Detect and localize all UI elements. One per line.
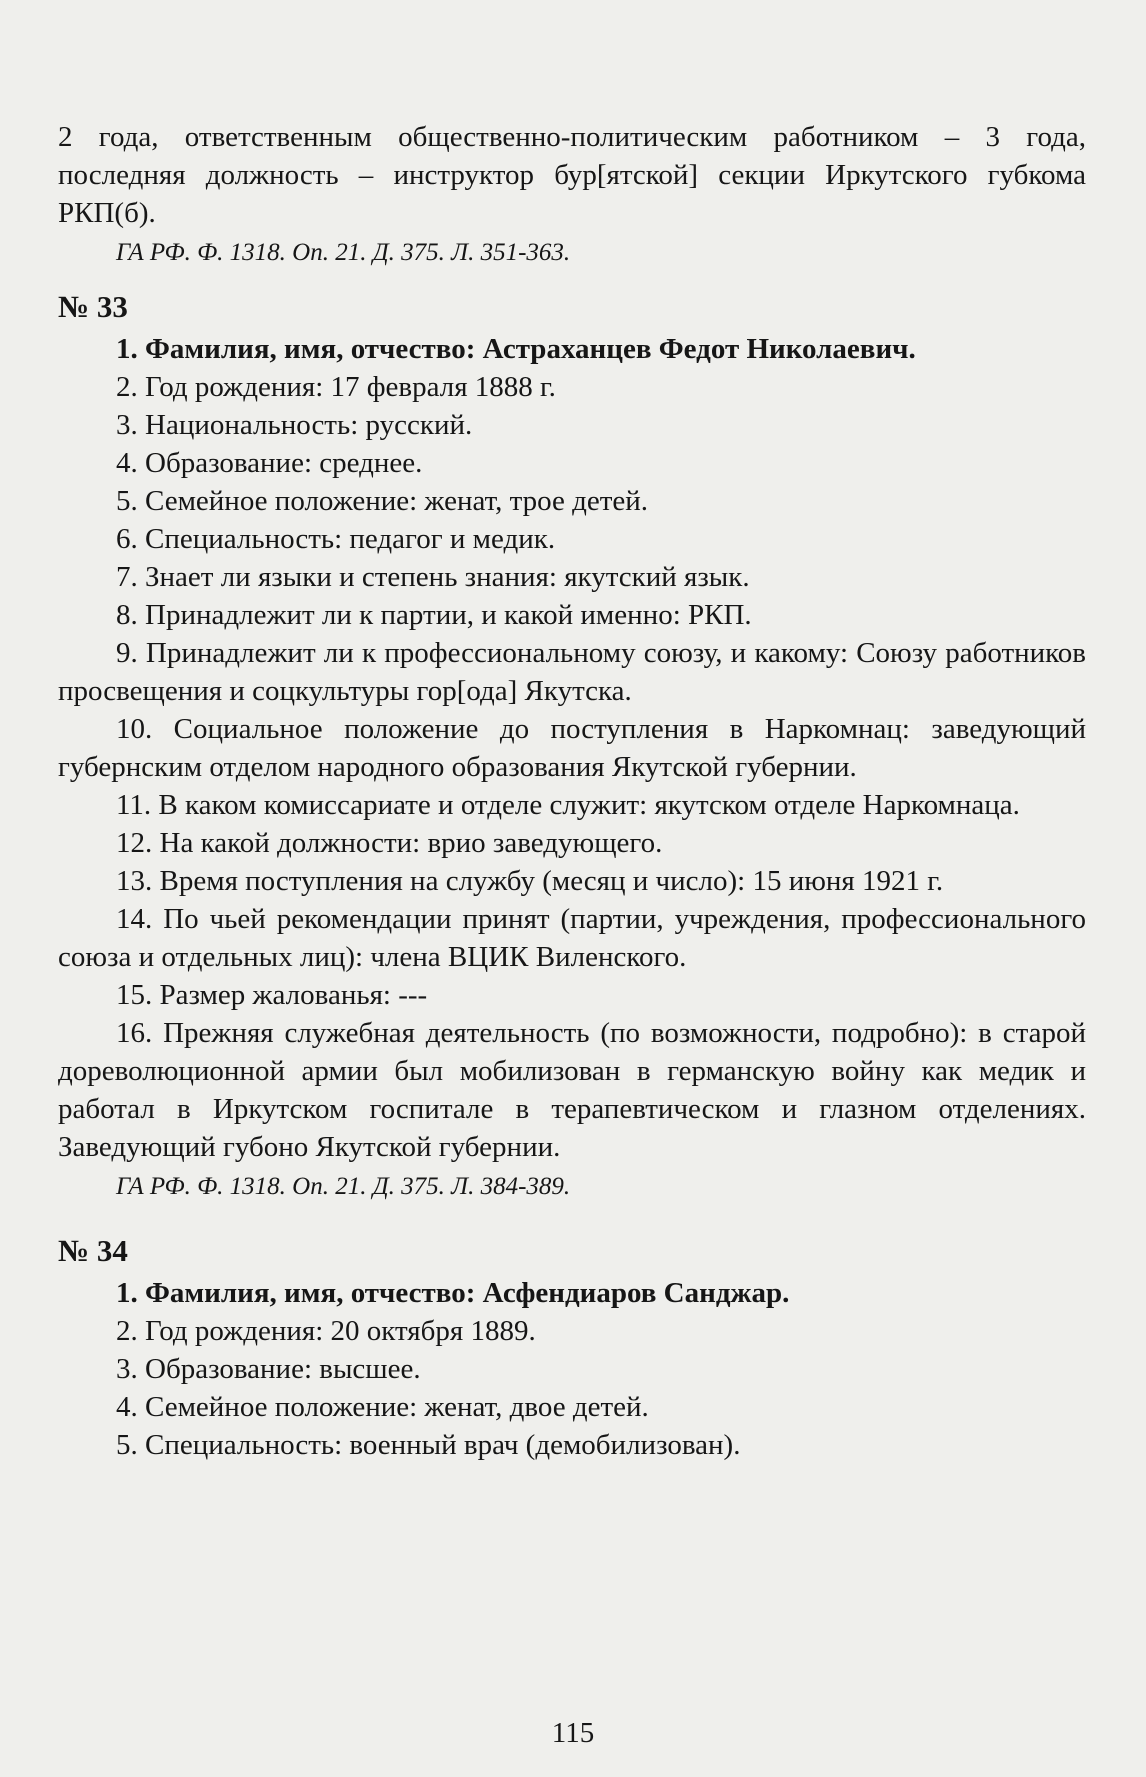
record-33-item-4: 4. Образование: среднее. — [116, 447, 423, 479]
record-33-item-16: 16. Прежняя служебная деятельность (по возможности, подробно): в старой дореволюционной армии был мобилизован в германскую войну как медик и работал в Иркутском госпитале в терапевтическом и глазном отделениях. Заведующий губоно Якутской губернии. — [58, 1017, 1086, 1163]
record-34-item-1: 1. Фамилия, имя, отчество: Асфендиаров Санджар. — [116, 1277, 790, 1309]
record-34-item-3: 3. Образование: высшее. — [116, 1353, 421, 1385]
record-33-heading: № 33 — [58, 289, 128, 324]
intro-source-citation: ГА РФ. Ф. 1318. Оп. 21. Д. 375. Л. 351-363. — [116, 239, 571, 266]
record-33-item-1: 1. Фамилия, имя, отчество: Астраханцев Федот Николаевич. — [116, 333, 916, 365]
record-33-item-6: 6. Специальность: педагог и медик. — [116, 523, 556, 555]
record-33-item-11: 11. В каком комиссариате и отделе служит: якутском отделе Наркомнаца. — [116, 789, 1020, 821]
record-34-item-5: 5. Специальность: военный врач (демобилизован). — [116, 1429, 741, 1461]
record-33-item-3: 3. Национальность: русский. — [116, 409, 473, 441]
page-text — [58, 118, 1086, 1464]
record-33-item-15: 15. Размер жалованья: --- — [116, 979, 428, 1011]
page-number: 115 — [551, 1717, 595, 1749]
record-33-item-10: 10. Социальное положение до поступления в Наркомнац: заведующий губернским отделом народного образования Якутской губернии. — [58, 713, 1086, 783]
record-34-item-4: 4. Семейное положение: женат, двое детей. — [116, 1391, 649, 1423]
record-33-item-5: 5. Семейное положение: женат, трое детей. — [116, 485, 649, 517]
record-34-item-2: 2. Год рождения: 20 октября 1889. — [116, 1315, 536, 1347]
intro-paragraph: 2 года, ответственным общественно-политическим работником – 3 года, последняя должность – инструктор бур[ятской] секции Иркутского губкома РКП(б). — [58, 121, 1086, 229]
record-33-source-citation: ГА РФ. Ф. 1318. Оп. 21. Д. 375. Л. 384-389. — [116, 1173, 571, 1200]
record-33-item-13: 13. Время поступления на службу (месяц и число): 15 июня 1921 г. — [116, 865, 944, 897]
record-33-item-8: 8. Принадлежит ли к партии, и какой именно: РКП. — [116, 599, 752, 631]
record-33-item-12: 12. На какой должности: врио заведующего. — [116, 827, 663, 859]
record-33-item-9: 9. Принадлежит ли к профессиональному союзу, и какому: Союзу работников просвещения и соцкультуры гор[ода] Якутска. — [58, 637, 1086, 707]
record-33-item-2: 2. Год рождения: 17 февраля 1888 г. — [116, 371, 556, 403]
record-33-item-7: 7. Знает ли языки и степень знания: якутский язык. — [116, 561, 750, 593]
record-34-heading: № 34 — [58, 1233, 128, 1268]
record-33-item-14: 14. По чьей рекомендации принят (партии, учреждения, профессионального союза и отдельных лиц): члена ВЦИК Виленского. — [58, 903, 1086, 973]
